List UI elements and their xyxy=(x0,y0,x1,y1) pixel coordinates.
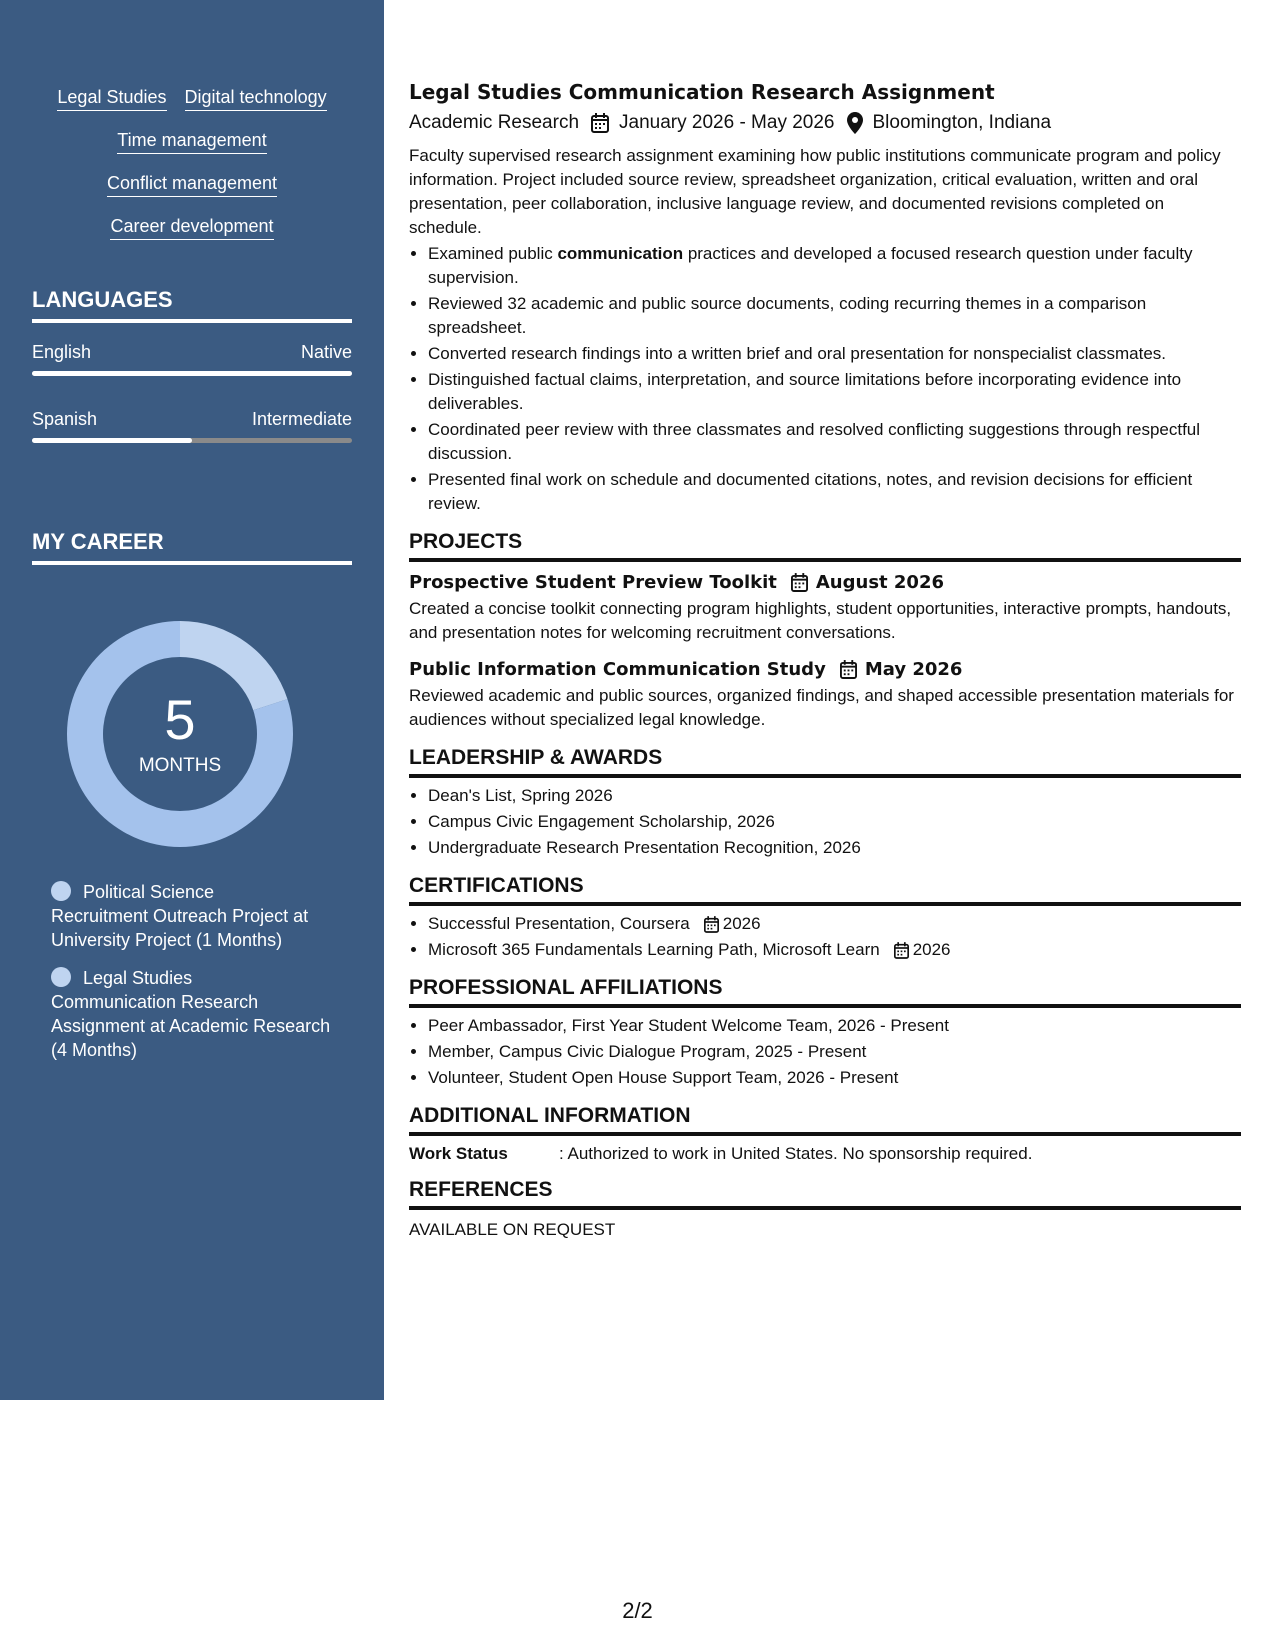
career-item xyxy=(51,880,341,952)
skill-tag: Conflict management xyxy=(107,172,277,197)
language-level: Native xyxy=(300,342,352,362)
project-header xyxy=(409,659,1241,680)
career-item xyxy=(51,966,341,1062)
job-title: Legal Studies Communication Research Assignment xyxy=(409,80,995,104)
list-item: • Distinguished factual claims, interpretation, and source limitations before incorporating evidence into deliverables. xyxy=(428,368,1241,416)
list-item: • Coordinated peer review with three classmates and resolved conflicting suggestions through respectful discussion. xyxy=(428,418,1241,466)
language-bar-fill xyxy=(32,371,352,376)
list-item: • Converted research findings into a written brief and oral presentation for nonspecialist classmates. xyxy=(428,342,1241,366)
list-item: • Reviewed 32 academic and public source documents, coding recurring themes in a comparison spreadsheet. xyxy=(428,292,1241,340)
job-bullets xyxy=(409,242,1241,516)
leadership-list xyxy=(409,784,1241,860)
skill-tag: Legal Studies xyxy=(57,86,166,111)
language-name: English xyxy=(32,342,92,362)
additional-info-heading: ADDITIONAL INFORMATION xyxy=(409,1104,1241,1136)
project-title: Prospective Student Preview Toolkit xyxy=(409,572,777,593)
job-summary: Faculty supervised research assignment examining how public institutions communicate program and policy information. Project included source review, spreadsheet organization, critical evaluation, written and oral presentation, peer collaboration, inclusive language review, and documented revisions completed on schedule. xyxy=(409,146,1221,237)
list-item: • Peer Ambassador, First Year Student Welcome Team, 2026 - Present xyxy=(428,1014,1241,1038)
affiliations-list xyxy=(409,1014,1241,1090)
skill-tag: Digital technology xyxy=(185,86,327,111)
projects-heading: PROJECTS xyxy=(409,530,1241,562)
project-title: Public Information Communication Study xyxy=(409,659,826,680)
skill-tag: Time management xyxy=(117,129,266,154)
career-item-title: Political Science xyxy=(83,882,215,902)
leadership-heading: LEADERSHIP & AWARDS xyxy=(409,746,1241,778)
cert-year: 2026 xyxy=(722,914,761,933)
languages-heading: LANGUAGES xyxy=(32,287,352,323)
certifications-list xyxy=(409,912,1241,962)
career-item-detail: Communication Research Assignment at Academic Research (4 Months) xyxy=(51,992,331,1060)
language-bar xyxy=(32,438,352,443)
calendar-icon xyxy=(591,113,609,133)
main-content xyxy=(409,78,1241,1240)
skills-list xyxy=(32,86,352,258)
list-item: • Dean's List, Spring 2026 xyxy=(428,784,1241,808)
list-item: • Volunteer, Student Open House Support Team, 2026 - Present xyxy=(428,1066,1241,1090)
bullet-bold-text: communication xyxy=(557,244,684,263)
cert-name: • Microsoft 365 Fundamentals Learning Path, Microsoft Learn xyxy=(428,940,880,959)
location-pin-icon xyxy=(847,112,863,134)
career-total-unit: MONTHS xyxy=(138,755,222,776)
calendar-icon xyxy=(840,660,857,679)
job-dates: January 2026 - May 2026 xyxy=(619,112,835,133)
calendar-icon xyxy=(791,573,808,592)
list-item: • Presented final work on schedule and documented citations, notes, and revision decisions for efficient review. xyxy=(428,468,1241,516)
list-item xyxy=(428,242,1241,290)
language-bar xyxy=(32,371,352,376)
list-item xyxy=(428,938,1241,962)
language-english xyxy=(32,342,352,376)
references-text: AVAILABLE ON REQUEST xyxy=(409,1220,616,1239)
career-item-title: Legal Studies xyxy=(83,968,193,988)
skill-tag: Career development xyxy=(110,215,273,240)
affiliations-heading: PROFESSIONAL AFFILIATIONS xyxy=(409,976,1241,1008)
project-header xyxy=(409,572,1241,593)
career-total-value: 5 xyxy=(164,688,196,751)
project-description: Created a concise toolkit connecting program highlights, student opportunities, interactive prompts, handouts, and presentation notes for welcoming recruitment conversations. xyxy=(409,599,1232,642)
project-date: August 2026 xyxy=(815,572,945,593)
cert-name: • Successful Presentation, Coursera xyxy=(428,914,690,933)
legend-dot xyxy=(51,967,71,987)
calendar-icon xyxy=(894,942,909,959)
legend-dot xyxy=(51,881,71,901)
certifications-heading: CERTIFICATIONS xyxy=(409,874,1241,906)
career-heading: MY CAREER xyxy=(32,529,352,565)
sidebar xyxy=(0,0,384,1400)
job-org: Academic Research xyxy=(409,112,580,133)
list-item: • Campus Civic Engagement Scholarship, 2026 xyxy=(428,810,1241,834)
project-description: Reviewed academic and public sources, organized findings, and shaped accessible presentation materials for audiences without specialized legal knowledge. xyxy=(409,686,1234,729)
page-number: 2/2 xyxy=(622,1598,653,1623)
calendar-icon xyxy=(704,916,719,933)
language-bar-fill xyxy=(32,438,192,443)
cert-year: 2026 xyxy=(912,940,951,959)
job-meta xyxy=(409,110,1241,136)
job-location: Bloomington, Indiana xyxy=(872,112,1052,133)
list-item: • Undergraduate Research Presentation Recognition, 2026 xyxy=(428,836,1241,860)
project-date: May 2026 xyxy=(864,659,963,680)
career-item-detail: Recruitment Outreach Project at University Project (1 Months) xyxy=(51,906,309,950)
language-name: Spanish xyxy=(32,409,98,429)
list-item xyxy=(428,912,1241,936)
bullet-text: practices and developed a focused research question under faculty supervision. xyxy=(428,244,1193,287)
language-spanish xyxy=(32,409,352,443)
work-status-value: : Authorized to work in United States. No sponsorship required. xyxy=(559,1144,1033,1163)
language-level: Intermediate xyxy=(251,409,352,429)
references-heading: REFERENCES xyxy=(409,1178,1241,1210)
work-status-label: Work Status xyxy=(409,1144,508,1163)
bullet-text: Examined public xyxy=(428,244,558,263)
list-item: • Member, Campus Civic Dialogue Program, 2025 - Present xyxy=(428,1040,1241,1064)
work-status-row xyxy=(409,1144,1241,1164)
